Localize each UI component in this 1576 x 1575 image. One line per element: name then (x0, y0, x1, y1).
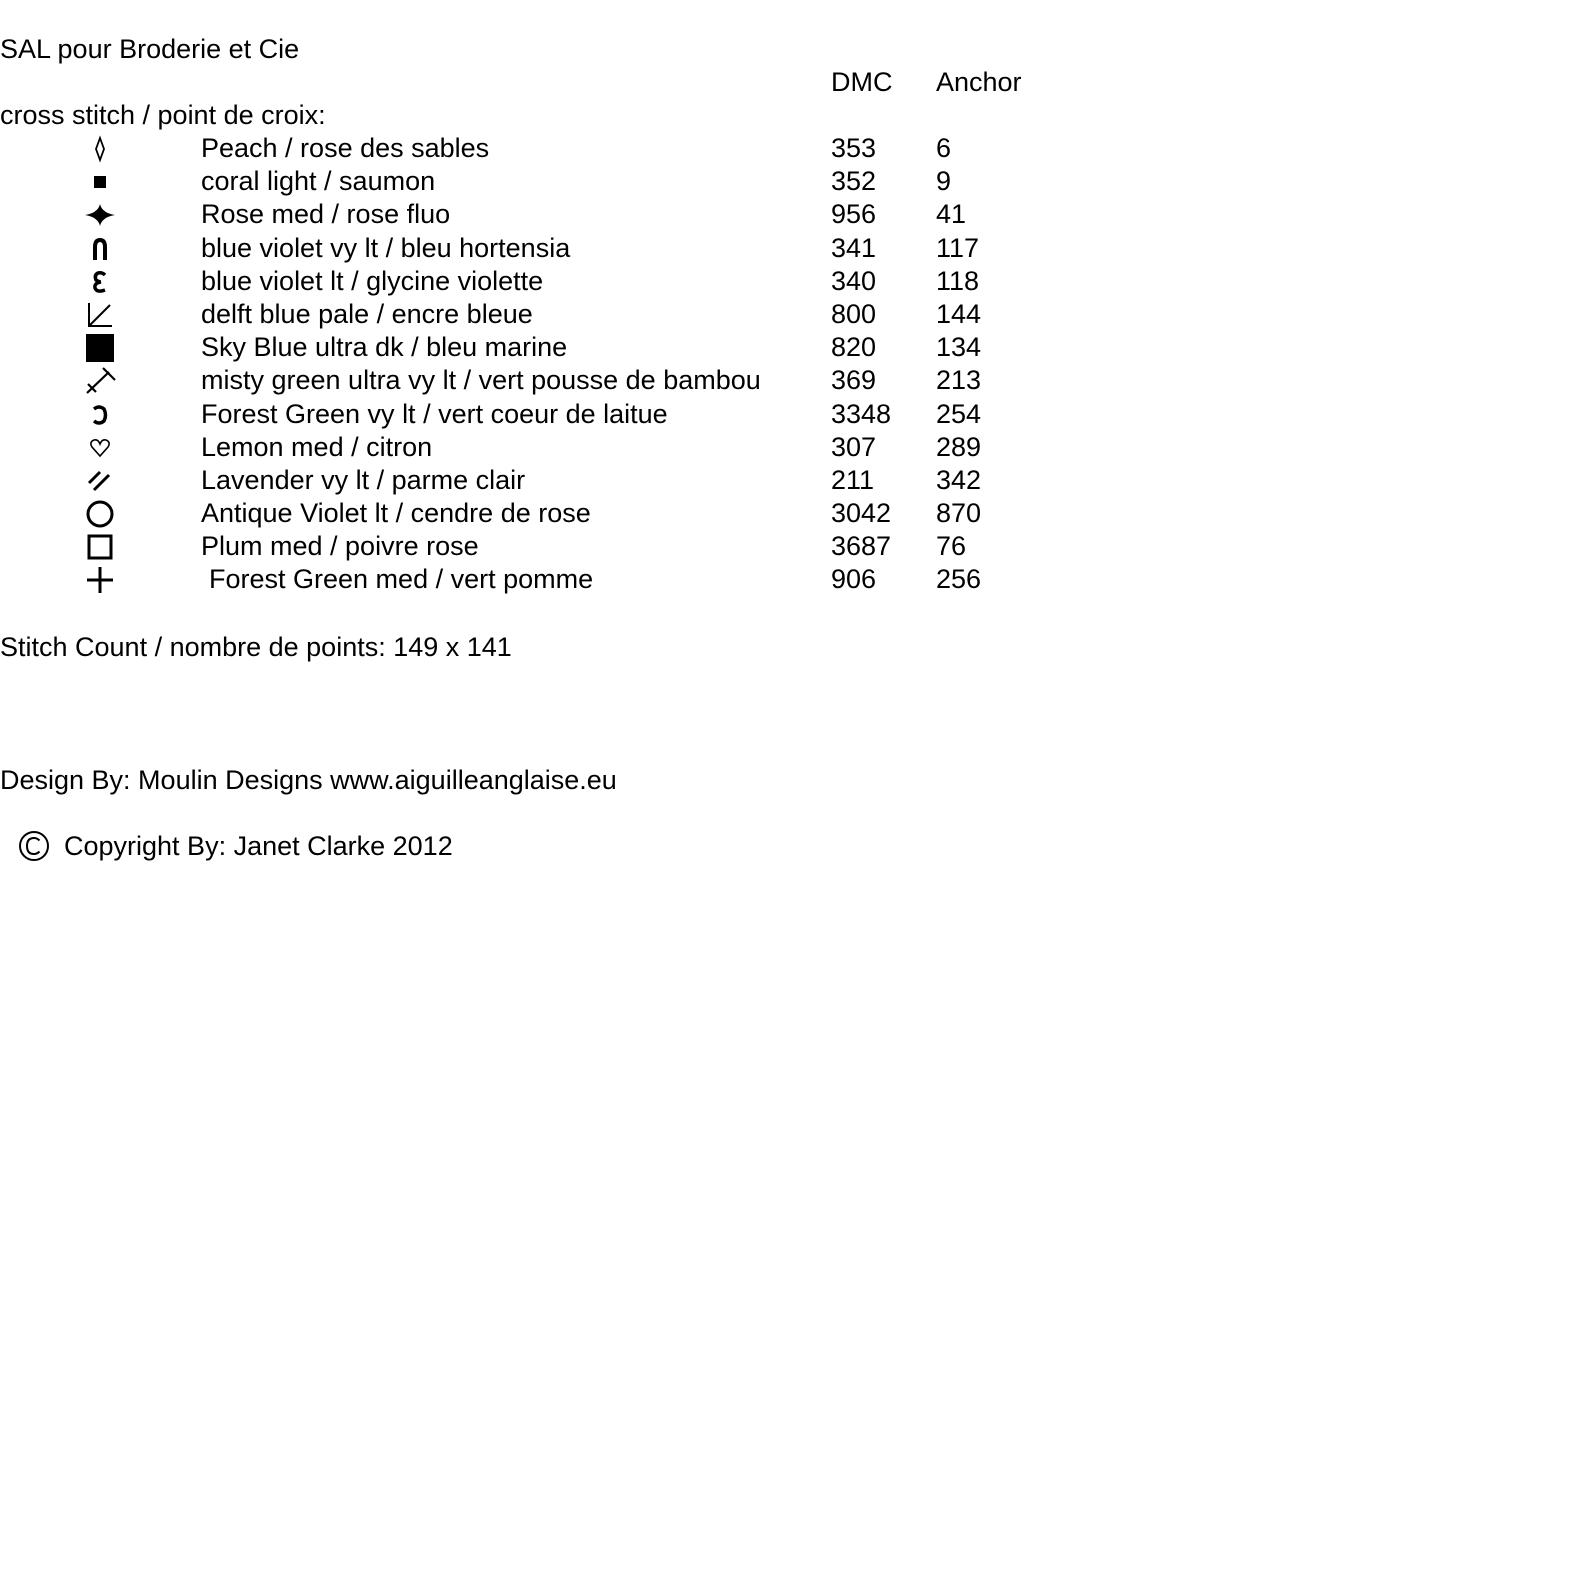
key-row (0, 398, 1100, 431)
dmc-code: 3687 (831, 531, 892, 562)
color-name: Plum med / poivre rose (201, 531, 479, 562)
angle-icon (84, 301, 116, 329)
key-row (0, 563, 1100, 596)
color-name: Forest Green med / vert pomme (209, 564, 594, 595)
color-name: Rose med / rose fluo (201, 199, 451, 230)
key-row (0, 331, 1100, 364)
color-name: blue violet vy lt / bleu hortensia (201, 232, 571, 263)
four-point-star-icon (84, 201, 116, 229)
key-row (0, 132, 1100, 165)
anchor-code: 76 (936, 531, 967, 562)
stitch-count: Stitch Count / nombre de points: 149 x 141 (0, 632, 512, 662)
anchor-column-header: Anchor (936, 67, 1022, 97)
dmc-code: 211 (831, 464, 875, 495)
anchor-code: 213 (936, 365, 982, 396)
key-row (0, 165, 1100, 198)
dmc-code: 956 (831, 199, 877, 230)
anchor-code: 134 (936, 332, 982, 363)
color-name: Forest Green vy lt / vert coeur de laitue (201, 398, 668, 429)
arch-icon (84, 235, 116, 263)
color-name: Peach / rose des sables (201, 133, 490, 163)
filled-square-icon (84, 334, 116, 362)
color-name: blue violet lt / glycine violette (201, 265, 544, 296)
anchor-code: 256 (936, 564, 982, 595)
dmc-code: 3042 (831, 498, 892, 529)
dmc-code: 369 (831, 365, 877, 396)
color-name: Sky Blue ultra dk / bleu marine (201, 332, 568, 363)
dmc-code: 3348 (831, 398, 892, 429)
dmc-code: 353 (831, 133, 877, 163)
color-name: Lemon med / citron (201, 431, 433, 462)
dmc-code: 820 (831, 332, 877, 363)
color-name: Lavender vy lt / parme clair (201, 464, 526, 495)
dmc-column-header: DMC (831, 67, 893, 97)
dmc-code: 341 (831, 232, 877, 263)
dmc-code: 800 (831, 298, 877, 329)
diamond-outline-icon (84, 135, 116, 163)
anchor-code: 870 (936, 498, 982, 529)
section-label: cross stitch / point de croix: (0, 100, 326, 130)
color-name: delft blue pale / encre bleue (201, 298, 533, 329)
key-row (0, 298, 1100, 331)
anchor-code: 289 (936, 431, 982, 462)
copyright-line (18, 830, 453, 863)
plus-icon (84, 566, 116, 594)
dmc-code: 340 (831, 265, 877, 296)
key-row (0, 198, 1100, 231)
key-row (0, 232, 1100, 265)
design-credit: Design By: Moulin Designs www.aiguilleanglaise.eu (0, 765, 617, 795)
crossed-line-icon (84, 367, 116, 395)
anchor-code: 6 (936, 133, 952, 163)
color-name: misty green ultra vy lt / vert pousse de bambou (201, 365, 761, 396)
key-row (0, 265, 1100, 298)
color-key-table (0, 132, 1100, 597)
key-row (0, 464, 1100, 497)
dmc-code: 906 (831, 564, 877, 595)
anchor-code: 342 (936, 464, 982, 495)
color-name: coral light / saumon (201, 166, 436, 197)
epsilon-icon (84, 268, 116, 296)
square-outline-icon (84, 533, 116, 561)
anchor-code: 117 (936, 232, 980, 263)
key-row (0, 364, 1100, 397)
small-square-icon (84, 168, 116, 196)
dmc-code: 352 (831, 166, 877, 197)
copyright-icon (18, 831, 64, 861)
double-slash-icon (84, 467, 116, 495)
key-row (0, 530, 1100, 563)
anchor-code: 254 (936, 398, 982, 429)
dmc-code: 307 (831, 431, 877, 462)
anchor-code: 9 (936, 166, 952, 197)
page-title: SAL pour Broderie et Cie (0, 34, 300, 64)
heart-outline-icon (84, 434, 116, 462)
color-name: Antique Violet lt / cendre de rose (201, 498, 591, 529)
anchor-code: 41 (936, 199, 967, 230)
key-row (0, 431, 1100, 464)
key-row (0, 497, 1100, 530)
anchor-code: 144 (936, 298, 982, 329)
reversed-c-icon (84, 401, 116, 429)
copyright-text: Copyright By: Janet Clarke 2012 (64, 831, 453, 861)
anchor-code: 118 (936, 265, 980, 296)
circle-outline-icon (84, 500, 116, 528)
